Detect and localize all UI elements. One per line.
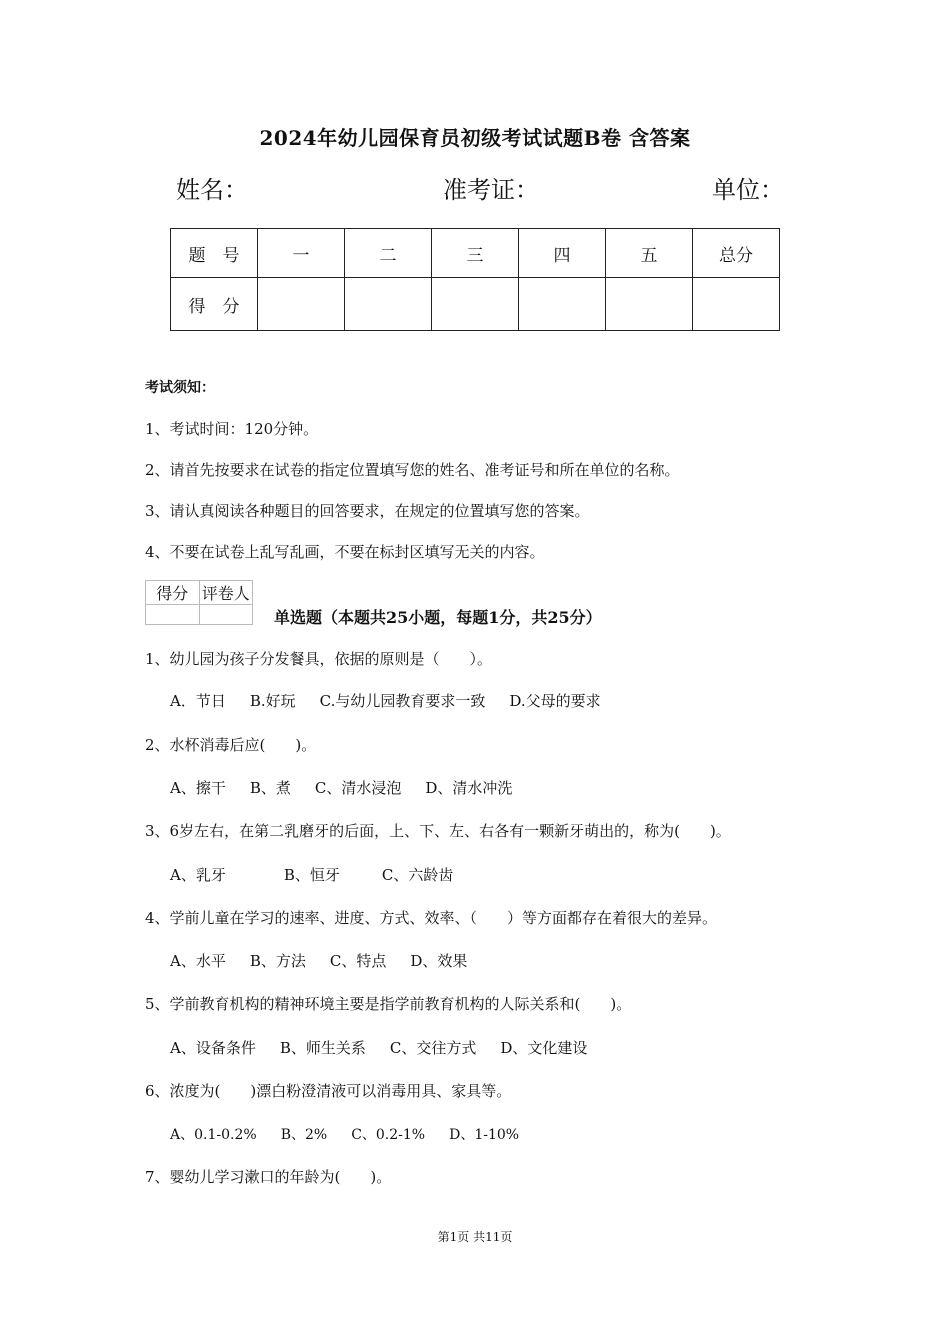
unit-label: 单位： bbox=[712, 176, 784, 204]
option: C、交往方式 bbox=[389, 1039, 477, 1057]
option: D、效果 bbox=[410, 952, 468, 970]
score-cell bbox=[345, 278, 432, 331]
notice-item: 4、不要在试卷上乱写乱画，不要在标封区填写无关的内容。 bbox=[145, 543, 545, 561]
score-header-cell: 四 bbox=[519, 229, 606, 278]
score-header-cell: 题 号 bbox=[171, 229, 258, 278]
option: A、乳牙 bbox=[170, 866, 226, 884]
question-options bbox=[170, 777, 536, 798]
option: C、0.2-1% bbox=[351, 1127, 426, 1143]
option: A、擦干 bbox=[170, 779, 226, 797]
grader-reviewer-label: 评卷人 bbox=[199, 581, 253, 605]
score-cell bbox=[258, 278, 345, 331]
score-cell bbox=[693, 278, 780, 331]
score-cell bbox=[519, 278, 606, 331]
option: A、设备条件 bbox=[170, 1039, 256, 1057]
score-header-cell: 三 bbox=[432, 229, 519, 278]
page-footer: 第1页 共11页 bbox=[437, 1230, 513, 1244]
notice-item: 2、请首先按要求在试卷的指定位置填写您的姓名、准考证号和所在单位的名称。 bbox=[145, 461, 680, 479]
score-header-cell: 总分 bbox=[693, 229, 780, 278]
option: B、方法 bbox=[249, 952, 306, 970]
option: A．节日 bbox=[170, 692, 226, 710]
score-header-cell: 五 bbox=[606, 229, 693, 278]
question-options bbox=[170, 950, 491, 971]
grader-reviewer-cell bbox=[199, 605, 253, 625]
notice-item: 1、考试时间：120分钟。 bbox=[145, 420, 319, 438]
name-label: 姓名： bbox=[176, 176, 248, 204]
section-title: 单选题（本题共25小题，每题1分，共25分） bbox=[274, 608, 602, 627]
exam-id-label: 准考证： bbox=[443, 176, 539, 204]
score-cell bbox=[606, 278, 693, 331]
option: B、师生关系 bbox=[279, 1039, 366, 1057]
option: B、恒牙 bbox=[283, 866, 340, 884]
question-text: 7、婴幼儿学习漱口的年龄为( )。 bbox=[145, 1168, 392, 1186]
question-text: 6、浓度为( )漂白粉澄清液可以消毒用具、家具等。 bbox=[145, 1082, 512, 1100]
score-header-cell: 二 bbox=[345, 229, 432, 278]
score-header-cell: 一 bbox=[258, 229, 345, 278]
question-text: 4、学前儿童在学习的速率、进度、方式、效率、（ ）等方面都存在着很大的差异。 bbox=[145, 909, 718, 927]
grader-score-cell bbox=[146, 605, 200, 625]
score-table bbox=[170, 228, 780, 331]
question-text: 5、学前教育机构的精神环境主要是指学前教育机构的人际关系和( )。 bbox=[145, 995, 632, 1013]
score-cell bbox=[432, 278, 519, 331]
score-table-header-row bbox=[171, 229, 780, 278]
option: C.与幼儿园教育要求一致 bbox=[319, 692, 486, 710]
option: D、文化建设 bbox=[500, 1039, 588, 1057]
option: B、煮 bbox=[249, 779, 291, 797]
option: D、清水冲洗 bbox=[425, 779, 513, 797]
option: B.好玩 bbox=[249, 692, 296, 710]
option: C、六龄齿 bbox=[381, 866, 454, 884]
notice-heading: 考试须知： bbox=[145, 380, 215, 396]
option: D、1-10% bbox=[449, 1127, 520, 1143]
question-options bbox=[170, 1124, 543, 1144]
option: A、0.1-0.2% bbox=[170, 1127, 257, 1143]
question-options bbox=[170, 864, 477, 885]
question-text: 1、幼儿园为孩子分发餐具，依据的原则是（ ）。 bbox=[145, 650, 493, 668]
question-options bbox=[170, 1037, 611, 1058]
option: D.父母的要求 bbox=[509, 692, 601, 710]
notice-item: 3、请认真阅读各种题目的回答要求，在规定的位置填写您的答案。 bbox=[145, 502, 590, 520]
option: A、水平 bbox=[170, 952, 226, 970]
question-text: 2、水杯消毒后应( )。 bbox=[145, 736, 317, 754]
score-table-score-row bbox=[171, 278, 780, 331]
question-text: 3、6岁左右，在第二乳磨牙的后面，上、下、左、右各有一颗新牙萌出的，称为( )。 bbox=[145, 822, 731, 840]
option: C、清水浸泡 bbox=[314, 779, 402, 797]
score-row-label: 得 分 bbox=[171, 278, 258, 331]
option: C、特点 bbox=[329, 952, 387, 970]
question-options bbox=[170, 690, 625, 711]
page-title: 2024年幼儿园保育员初级考试试题B卷 含答案 bbox=[259, 126, 691, 150]
grader-score-label: 得分 bbox=[146, 581, 200, 605]
option: B、2% bbox=[280, 1127, 328, 1143]
grader-box bbox=[145, 580, 253, 625]
